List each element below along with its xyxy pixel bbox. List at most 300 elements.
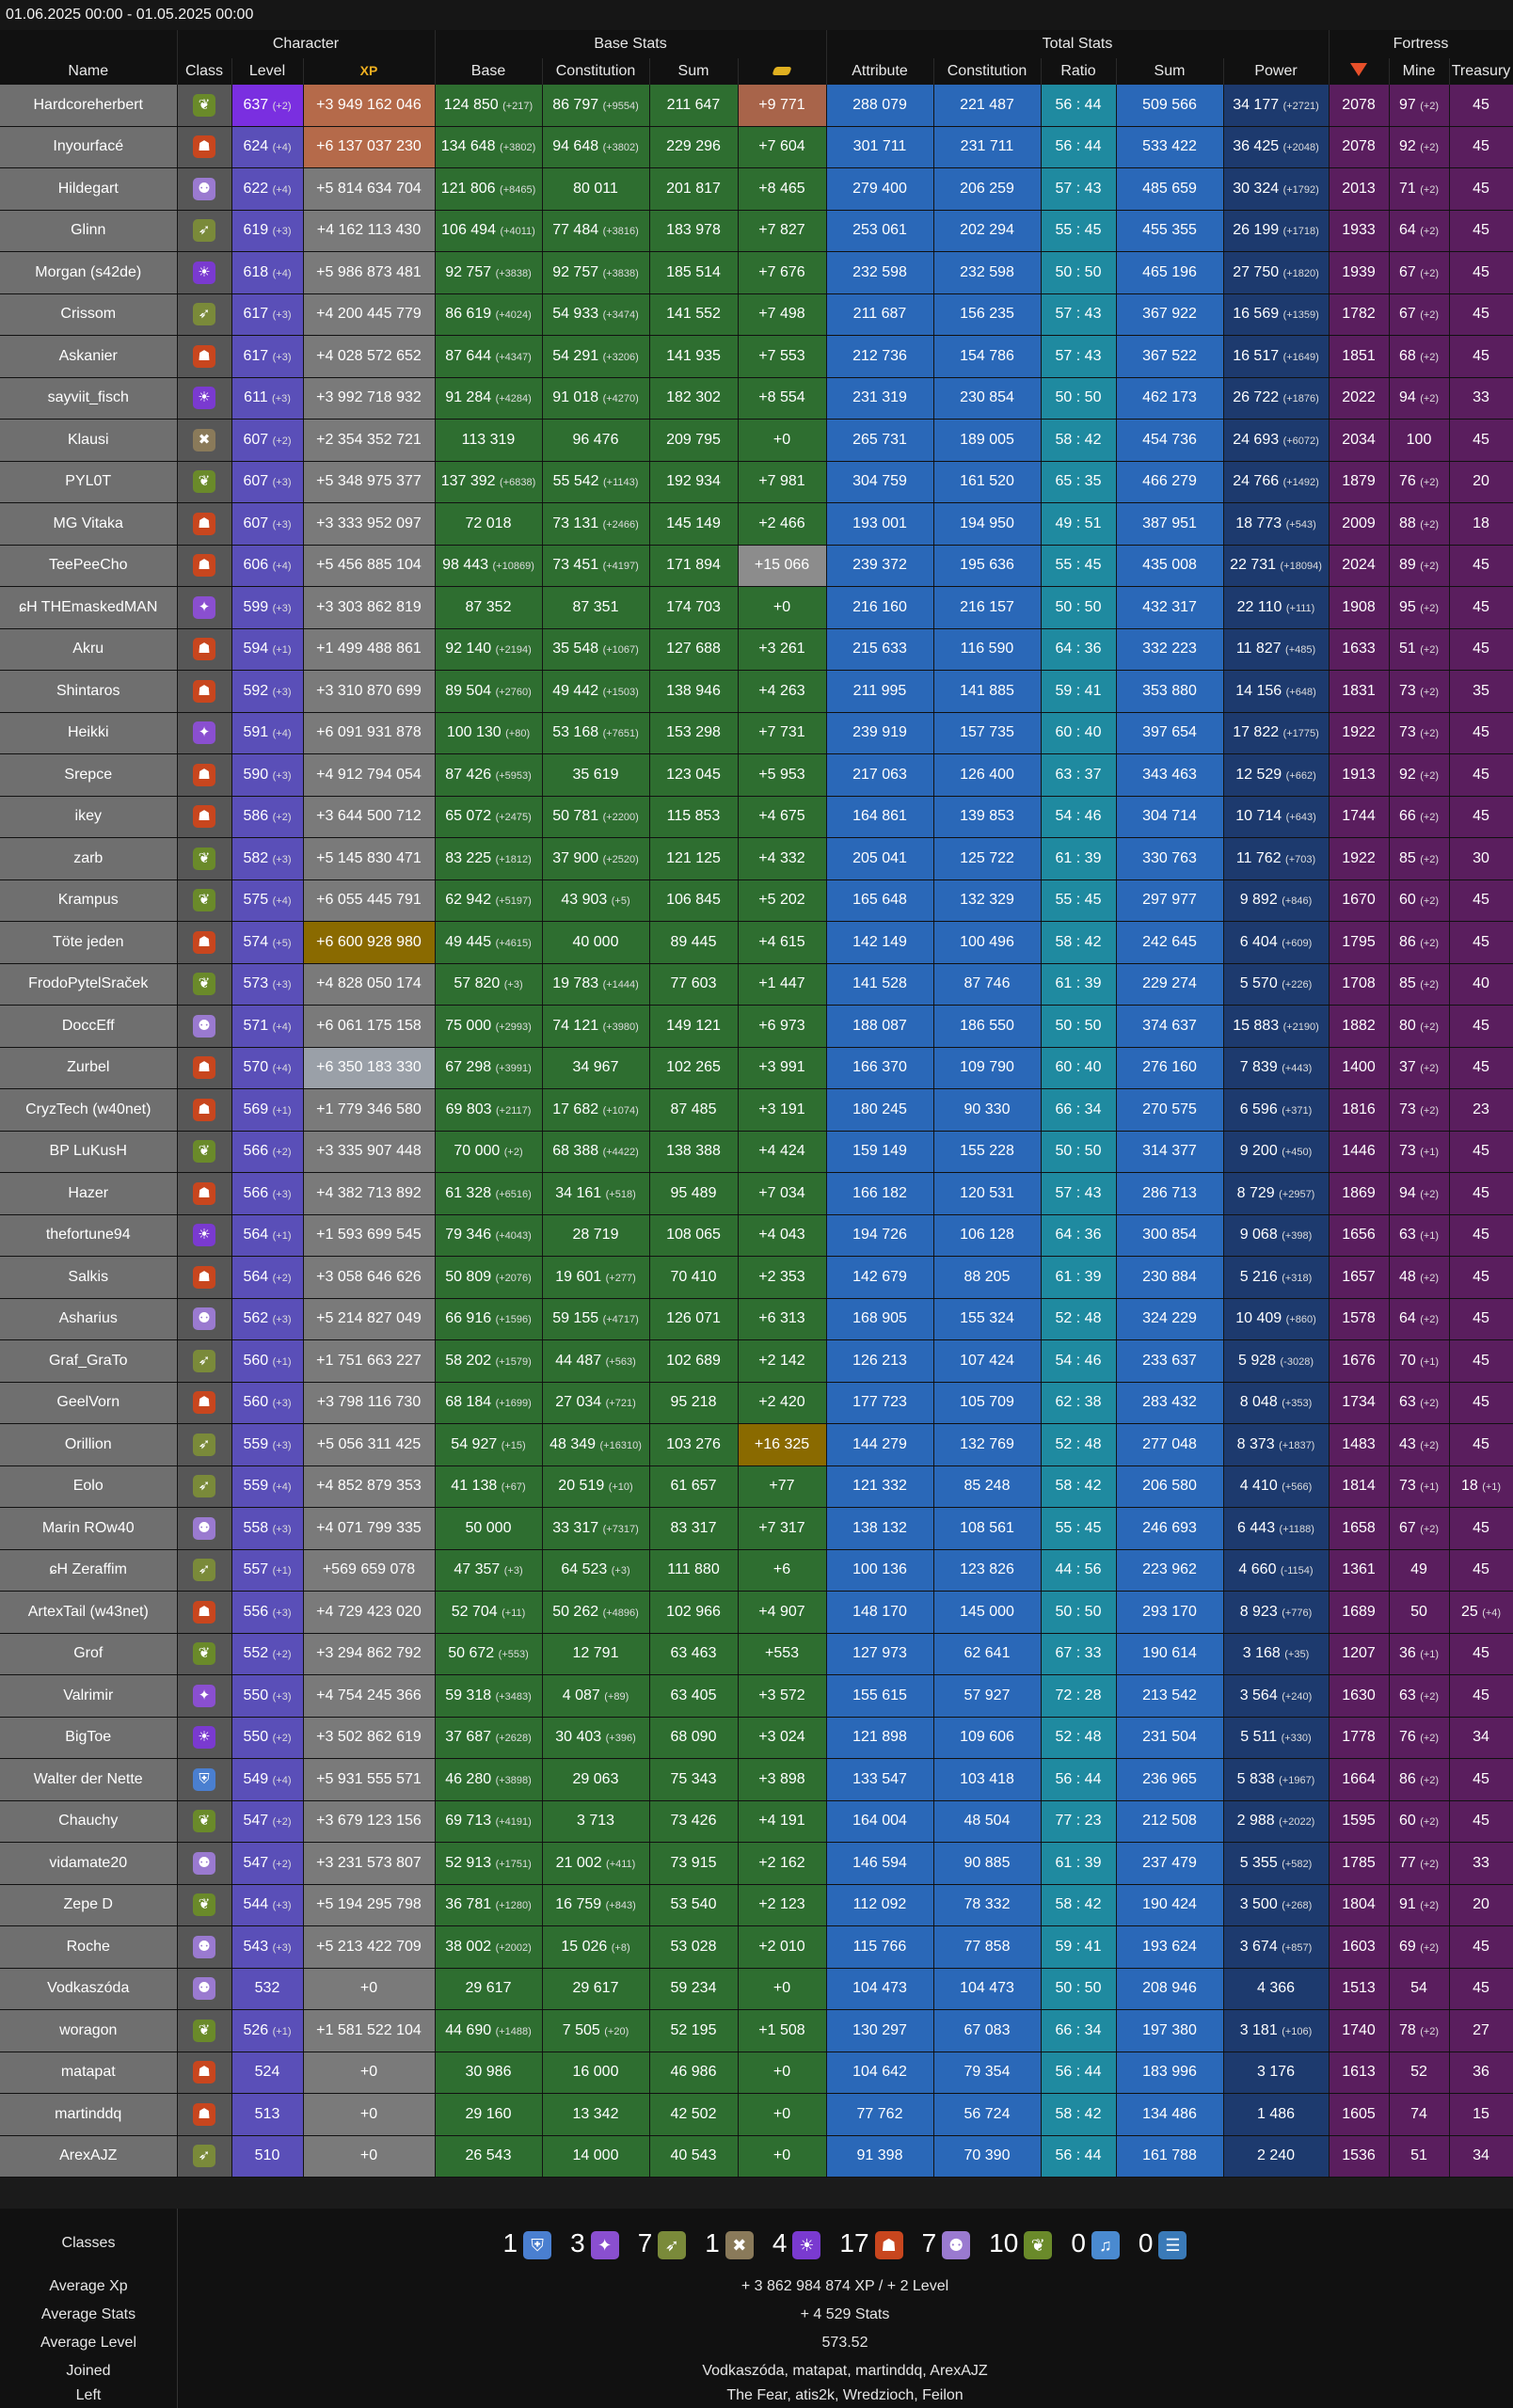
xp-value: +3 502 862 619: [316, 1729, 422, 1746]
berserker-class-icon: ☗: [193, 513, 215, 535]
member-level: [231, 168, 303, 211]
stat-gain: [738, 1549, 826, 1592]
constitution-stat: [542, 587, 649, 629]
table-row[interactable]: [0, 1131, 1513, 1173]
member-level: [231, 1465, 303, 1508]
gain-value: +77: [769, 1478, 795, 1495]
sum-value: 63 463: [670, 1645, 717, 1662]
total-constitution-value: 70 390: [964, 2147, 1011, 2164]
fortress-gems: [1329, 210, 1389, 252]
xp-value: +4 912 794 054: [316, 766, 422, 783]
sum-value: 61 657: [670, 1478, 717, 1495]
gain-value: +3 191: [758, 1101, 805, 1117]
fortress-treasury: [1449, 1592, 1513, 1634]
fortress-mine: [1389, 126, 1449, 168]
constitution-value: 4 087: [562, 1687, 600, 1703]
total-sum: [1116, 1675, 1223, 1718]
demonhunter-class-icon: ⚉: [193, 178, 215, 200]
fortress-treasury: [1449, 1340, 1513, 1383]
mage-class-icon: ✦: [193, 721, 215, 744]
table-row[interactable]: [0, 587, 1513, 629]
gain-value: +3 572: [758, 1687, 805, 1703]
power-value: 16 569: [1233, 306, 1280, 323]
table-row[interactable]: [0, 126, 1513, 168]
member-class: [177, 1131, 231, 1173]
member-class: [177, 168, 231, 211]
power-delta: (+662): [1285, 769, 1316, 782]
member-level: [231, 293, 303, 336]
treasury-value: 15: [1473, 2105, 1489, 2122]
total-constitution: [933, 587, 1041, 629]
total-sum: [1116, 1131, 1223, 1173]
total-attribute: [826, 420, 933, 462]
table-row[interactable]: [0, 1382, 1513, 1424]
col-mine[interactable]: Mine: [1389, 58, 1449, 85]
sum-value: 138 388: [666, 1143, 721, 1160]
table-row[interactable]: [0, 1926, 1513, 1969]
col-power[interactable]: Power: [1223, 58, 1329, 85]
total-constitution: [933, 1298, 1041, 1340]
berserker-class-icon: ☗: [193, 1056, 215, 1079]
table-row[interactable]: [0, 671, 1513, 713]
table-row[interactable]: [0, 1800, 1513, 1843]
col-base[interactable]: Base: [435, 58, 542, 85]
fortress-gems: [1329, 85, 1389, 126]
fortress-treasury: [1449, 1214, 1513, 1257]
mage-class-icon: ✦: [193, 1685, 215, 1707]
total-attribute: [826, 1592, 933, 1634]
constitution-delta: (+1143): [602, 477, 639, 489]
avg-xp-label: Average Xp: [49, 2278, 128, 2294]
xp-value: +0: [359, 2105, 378, 2122]
table-row[interactable]: [0, 336, 1513, 378]
constitution-value: 50 262: [552, 1603, 599, 1620]
col-attribute[interactable]: Attribute: [826, 58, 933, 85]
constitution-value: 35 619: [572, 766, 619, 783]
power-value: 10 409: [1235, 1310, 1282, 1327]
member-name-text: Srepce: [64, 766, 113, 783]
mine-delta: (+2): [1420, 183, 1440, 196]
table-row[interactable]: [0, 1675, 1513, 1718]
table-row[interactable]: [0, 922, 1513, 964]
treasury-value: 33: [1473, 389, 1489, 406]
level-delta: (+3): [272, 351, 292, 363]
power-delta: (+1837): [1279, 1439, 1315, 1451]
attribute-value: 193 001: [852, 515, 907, 531]
fortress-gems: [1329, 377, 1389, 420]
base-stat: [435, 1424, 542, 1466]
member-xp: [303, 461, 435, 503]
col-level[interactable]: Level: [231, 58, 303, 85]
table-row[interactable]: [0, 1465, 1513, 1508]
table-row[interactable]: [0, 461, 1513, 503]
total-constitution-value: 155 228: [960, 1143, 1014, 1160]
table-row[interactable]: [0, 1508, 1513, 1550]
total-sum-value: 190 424: [1142, 1896, 1197, 1913]
table-row[interactable]: [0, 1089, 1513, 1132]
member-xp: [303, 838, 435, 880]
base-delta: (+1579): [495, 1355, 532, 1368]
ratio-value: 50 : 50: [1055, 389, 1102, 406]
total-sum: [1116, 796, 1223, 838]
table-row[interactable]: [0, 1592, 1513, 1634]
table-row[interactable]: [0, 2094, 1513, 2136]
mine-value: 71: [1398, 180, 1416, 197]
member-name-text: ArtexTail (w43net): [27, 1603, 149, 1620]
fortress-treasury: [1449, 210, 1513, 252]
ratio-value: 57 : 43: [1055, 347, 1102, 364]
attribute-value: 138 132: [852, 1519, 907, 1536]
stat-ratio: [1041, 628, 1116, 671]
stat-gain: [738, 1675, 826, 1718]
attribute-value: 166 182: [852, 1184, 907, 1201]
member-name-text: zarb: [73, 849, 104, 866]
fortress-treasury: [1449, 461, 1513, 503]
constitution-value: 29 063: [572, 1770, 619, 1787]
xp-value: +3 231 573 807: [316, 1854, 422, 1871]
member-xp: [303, 1717, 435, 1759]
stat-ratio: [1041, 922, 1116, 964]
power-value: 4 660: [1238, 1561, 1277, 1578]
total-sum-value: 277 048: [1142, 1435, 1197, 1452]
total-constitution-value: 206 259: [960, 180, 1014, 197]
level-delta: (+1): [272, 2025, 292, 2037]
table-row[interactable]: [0, 1047, 1513, 1089]
level-value: 618: [243, 263, 269, 280]
power-value: 2 240: [1256, 2147, 1296, 2164]
table-row[interactable]: [0, 1214, 1513, 1257]
gain-value: +4 263: [758, 682, 805, 699]
level-value: 617: [243, 306, 269, 323]
mine-value: 78: [1398, 2021, 1416, 2038]
sum-value: 111 880: [667, 1561, 720, 1578]
power: [1223, 1926, 1329, 1969]
mine-value: 50: [1410, 1603, 1427, 1620]
table-row[interactable]: [0, 293, 1513, 336]
col-treasury[interactable]: Treasury: [1449, 58, 1513, 85]
mine-value: 89: [1398, 557, 1416, 574]
member-xp: [303, 1382, 435, 1424]
level-value: 547: [243, 1813, 269, 1830]
total-constitution: [933, 1047, 1041, 1089]
col-total-sum[interactable]: Sum: [1116, 58, 1223, 85]
table-row[interactable]: [0, 1843, 1513, 1885]
member-name: [0, 336, 177, 378]
fortress-mine: [1389, 671, 1449, 713]
level-delta: (+2): [272, 812, 292, 824]
col-name[interactable]: Name: [0, 58, 177, 85]
constitution-value: 17 682: [552, 1101, 599, 1117]
attribute-value: 164 861: [852, 808, 907, 825]
member-name: [0, 1257, 177, 1299]
member-level: [231, 1006, 303, 1048]
table-row[interactable]: [0, 1968, 1513, 2010]
stat-gain: [738, 1843, 826, 1885]
table-row[interactable]: [0, 1549, 1513, 1592]
level-value: 619: [243, 222, 269, 239]
total-attribute: [826, 1465, 933, 1508]
level-delta: (+4): [272, 895, 292, 908]
table-row[interactable]: [0, 1340, 1513, 1383]
member-xp: [303, 1006, 435, 1048]
treasury-value: 30: [1473, 849, 1489, 866]
table-row[interactable]: [0, 1257, 1513, 1299]
mine-value: 51: [1410, 2147, 1427, 2164]
fortress-treasury: [1449, 1508, 1513, 1550]
table-row[interactable]: [0, 252, 1513, 294]
ratio-value: 59 : 41: [1055, 682, 1102, 699]
col-gain[interactable]: [738, 58, 826, 85]
stat-ratio: [1041, 1800, 1116, 1843]
fortress-mine: [1389, 1298, 1449, 1340]
mine-delta: (+1): [1420, 1230, 1440, 1243]
constitution-stat: [542, 545, 649, 587]
member-xp: [303, 1633, 435, 1675]
fortress-treasury: [1449, 1843, 1513, 1885]
total-sum: [1116, 1173, 1223, 1215]
table-row[interactable]: [0, 1173, 1513, 1215]
battlemage-class-icon: ☀: [193, 387, 215, 409]
table-row[interactable]: [0, 1424, 1513, 1466]
table-row[interactable]: [0, 377, 1513, 420]
base-stat: [435, 1717, 542, 1759]
table-row[interactable]: [0, 796, 1513, 838]
table-row[interactable]: [0, 1884, 1513, 1926]
power: [1223, 1968, 1329, 2010]
total-sum: [1116, 126, 1223, 168]
power-value: 22 731: [1230, 557, 1277, 574]
ratio-value: 50 : 50: [1055, 1017, 1102, 1034]
class-count-bard: [1071, 2222, 1120, 2265]
base-value: 113 319: [461, 431, 516, 448]
base-stat: [435, 963, 542, 1006]
base-sum: [649, 1843, 738, 1885]
xp-value: +5 213 422 709: [316, 1938, 422, 1955]
member-name-text: Marin ROw40: [41, 1519, 135, 1536]
constitution-stat: [542, 963, 649, 1006]
treasury-value: 45: [1473, 180, 1489, 197]
total-attribute: [826, 838, 933, 880]
total-sum: [1116, 1298, 1223, 1340]
member-name: [0, 1089, 177, 1132]
power: [1223, 838, 1329, 880]
member-level: [231, 545, 303, 587]
member-name-text: Hildegart: [57, 180, 119, 197]
treasury-value: 20: [1473, 1896, 1489, 1913]
mine-delta: (+2): [1420, 979, 1440, 991]
total-sum: [1116, 963, 1223, 1006]
table-row[interactable]: [0, 1633, 1513, 1675]
table-row[interactable]: [0, 754, 1513, 797]
mine-value: 73: [1398, 1143, 1416, 1160]
treasury-value: 18: [1460, 1478, 1478, 1495]
mine-delta: (+2): [1420, 1733, 1440, 1745]
table-row[interactable]: [0, 963, 1513, 1006]
total-sum: [1116, 1968, 1223, 2010]
stat-gain: [738, 461, 826, 503]
treasury-value: 45: [1473, 598, 1489, 615]
base-delta: (+10869): [492, 561, 534, 573]
sum-value: 149 121: [666, 1017, 721, 1034]
ratio-value: 50 : 50: [1055, 1143, 1102, 1160]
table-row[interactable]: [0, 628, 1513, 671]
col-ratio[interactable]: Ratio: [1041, 58, 1116, 85]
base-stat: [435, 1382, 542, 1424]
mine-value: 86: [1398, 1770, 1416, 1787]
total-constitution-value: 125 722: [960, 849, 1014, 866]
total-sum: [1116, 879, 1223, 922]
constitution-value: 54 291: [552, 347, 599, 364]
member-level: [231, 754, 303, 797]
fortress-mine: [1389, 1131, 1449, 1173]
member-name-text: vidamate20: [49, 1854, 128, 1871]
constitution-delta: (+4197): [602, 561, 639, 573]
fortress-gems: [1329, 293, 1389, 336]
total-constitution-value: 108 561: [960, 1519, 1014, 1536]
total-constitution-value: 161 520: [960, 473, 1014, 490]
berserker-class-icon: ☗: [193, 1601, 215, 1624]
fortress-treasury: [1449, 1131, 1513, 1173]
fortress-gems: [1329, 1298, 1389, 1340]
base-delta: (+4615): [495, 937, 532, 949]
fortress-treasury: [1449, 1926, 1513, 1969]
sum-value: 59 234: [670, 1980, 717, 1997]
total-sum-value: 231 504: [1142, 1729, 1197, 1746]
total-constitution: [933, 1675, 1041, 1718]
total-sum-value: 455 355: [1142, 222, 1197, 239]
mine-value: 67: [1398, 306, 1416, 323]
fortress-mine: [1389, 1843, 1449, 1885]
table-row[interactable]: [0, 2052, 1513, 2094]
constitution-delta: (+411): [606, 1858, 636, 1870]
power: [1223, 168, 1329, 211]
col-gem[interactable]: [1329, 58, 1389, 85]
fortress-gems: [1329, 1592, 1389, 1634]
demonhunter-class-icon: ⚉: [942, 2231, 970, 2259]
attribute-value: 155 615: [852, 1687, 907, 1703]
total-constitution: [933, 126, 1041, 168]
member-name: [0, 922, 177, 964]
gem-value: 1816: [1342, 1101, 1376, 1117]
table-row[interactable]: [0, 1717, 1513, 1759]
table-row[interactable]: [0, 879, 1513, 922]
base-stat: [435, 1884, 542, 1926]
total-constitution: [933, 1382, 1041, 1424]
member-xp: [303, 1047, 435, 1089]
attribute-value: 253 061: [852, 222, 907, 239]
member-level: [231, 503, 303, 546]
class-count-number: 0: [1071, 2228, 1086, 2258]
table-row[interactable]: [0, 712, 1513, 754]
table-row[interactable]: [0, 1006, 1513, 1048]
col-total-constitution[interactable]: Constitution: [933, 58, 1041, 85]
table-row[interactable]: [0, 2010, 1513, 2052]
total-constitution: [933, 796, 1041, 838]
member-name-text: ArexAJZ: [59, 2147, 118, 2164]
total-sum: [1116, 1047, 1223, 1089]
constitution-delta: (+9554): [602, 100, 639, 112]
treasury-value: 45: [1473, 1017, 1489, 1034]
total-constitution-value: 141 885: [960, 682, 1014, 699]
fortress-mine: [1389, 545, 1449, 587]
stat-gain: [738, 1089, 826, 1132]
base-value: 121 806: [440, 180, 496, 197]
total-attribute: [826, 1508, 933, 1550]
col-sum[interactable]: Sum: [649, 58, 738, 85]
power-value: 8 373: [1236, 1435, 1275, 1452]
base-value: 57 820: [454, 975, 501, 992]
base-stat: [435, 293, 542, 336]
total-constitution-value: 116 590: [960, 641, 1014, 657]
member-name: [0, 377, 177, 420]
fortress-treasury: [1449, 1382, 1513, 1424]
total-sum: [1116, 922, 1223, 964]
table-row[interactable]: [0, 210, 1513, 252]
member-level: [231, 1759, 303, 1801]
col-constitution[interactable]: Constitution: [542, 58, 649, 85]
fortress-gems: [1329, 1800, 1389, 1843]
fortress-mine: [1389, 1884, 1449, 1926]
constitution-delta: (+3206): [602, 351, 639, 363]
power: [1223, 126, 1329, 168]
stat-gain: [738, 210, 826, 252]
total-sum: [1116, 1465, 1223, 1508]
table-row[interactable]: [0, 168, 1513, 211]
base-sum: [649, 1926, 738, 1969]
mine-value: 76: [1398, 473, 1416, 490]
gem-value: 1882: [1342, 1017, 1376, 1034]
fortress-treasury: [1449, 922, 1513, 964]
level-value: 564: [243, 1227, 269, 1244]
power-delta: (+582): [1282, 1858, 1313, 1870]
fortress-mine: [1389, 922, 1449, 964]
total-attribute: [826, 1633, 933, 1675]
table-row[interactable]: [0, 545, 1513, 587]
base-sum: [649, 712, 738, 754]
total-sum: [1116, 1549, 1223, 1592]
gem-value: 1933: [1342, 222, 1376, 239]
member-name: [0, 963, 177, 1006]
member-level: [231, 1382, 303, 1424]
total-attribute: [826, 210, 933, 252]
member-name-text: Akru: [72, 641, 104, 657]
table-row[interactable]: [0, 2135, 1513, 2178]
table-row[interactable]: [0, 503, 1513, 546]
gain-value: +0: [772, 1980, 791, 1997]
member-name-text: Shintaros: [56, 682, 120, 699]
level-value: 637: [243, 96, 269, 113]
col-xp[interactable]: [303, 58, 435, 85]
fortress-treasury: [1449, 252, 1513, 294]
total-constitution: [933, 1549, 1041, 1592]
table-row[interactable]: [0, 420, 1513, 462]
table-row[interactable]: [0, 838, 1513, 880]
mine-value: 36: [1398, 1645, 1416, 1662]
member-name-text: Asharius: [58, 1310, 118, 1327]
member-name-text: MG Vitaka: [53, 515, 123, 531]
member-xp: [303, 1968, 435, 2010]
fortress-mine: [1389, 210, 1449, 252]
gain-value: +1 508: [758, 2021, 805, 2038]
member-level: [231, 252, 303, 294]
table-row[interactable]: [0, 85, 1513, 126]
stat-ratio: [1041, 671, 1116, 713]
total-constitution-value: 123 826: [960, 1561, 1014, 1578]
col-class[interactable]: Class: [177, 58, 231, 85]
base-sum: [649, 2135, 738, 2178]
table-row[interactable]: [0, 1759, 1513, 1801]
table-row[interactable]: [0, 1298, 1513, 1340]
